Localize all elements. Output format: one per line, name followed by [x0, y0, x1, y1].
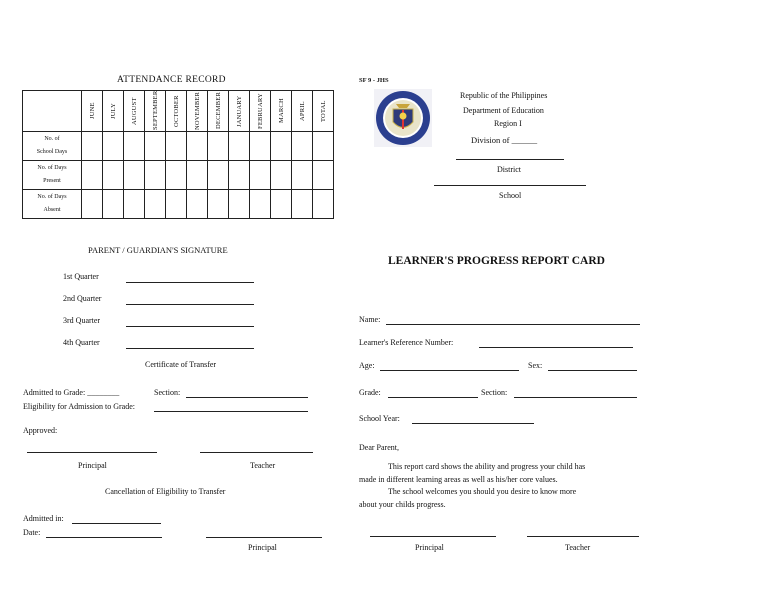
quarter-label: 4th Quarter — [63, 338, 100, 347]
district-label: District — [497, 165, 521, 174]
month-header: NOVEMBER — [193, 91, 201, 130]
section-line[interactable] — [186, 397, 308, 398]
attendance-header-row — [23, 91, 334, 132]
section-label: Section: — [154, 388, 181, 397]
month-header: MARCH — [277, 98, 285, 124]
letter-line: The school welcomes you should you desire to know more — [388, 487, 577, 496]
signature-line[interactable] — [126, 282, 254, 283]
attendance-table — [22, 90, 334, 219]
table-row — [23, 190, 334, 219]
month-header: JULY — [109, 102, 117, 120]
month-header: JUNE — [88, 102, 96, 120]
table-row — [23, 132, 334, 161]
lrn-field[interactable] — [479, 347, 633, 348]
principal-signature-line[interactable] — [370, 536, 496, 537]
letter-line: made in different learning areas as well as his/her core values. — [359, 475, 558, 484]
month-header: FEBRUARY — [256, 93, 264, 129]
date-label: Date: — [23, 528, 41, 537]
parent-signature-title: PARENT / GUARDIAN'S SIGNATURE — [88, 245, 228, 255]
division-text: Division of ______ — [471, 135, 538, 145]
quarter-label: 3rd Quarter — [63, 316, 101, 325]
lrn-label: Learner's Reference Number: — [359, 338, 454, 347]
month-header: APRIL — [298, 101, 306, 121]
eligibility-label: Eligibility for Admission to Grade: — [23, 402, 135, 411]
principal-label: Principal — [415, 543, 444, 552]
quarter-label: 2nd Quarter — [63, 294, 102, 303]
admitted-in-label: Admitted in: — [23, 514, 64, 523]
school-year-field[interactable] — [412, 423, 534, 424]
school-year-label: School Year: — [359, 414, 400, 423]
month-header: SEPTEMBER — [151, 90, 159, 130]
quarter-label: 1st Quarter — [63, 272, 99, 281]
report-card-title: LEARNER'S PROGRESS REPORT CARD — [388, 255, 605, 267]
age-field[interactable] — [380, 370, 519, 371]
republic-text: Republic of the Philippines — [460, 91, 548, 100]
department-text: Department of Education — [463, 106, 544, 115]
section-label: Section: — [481, 388, 508, 397]
teacher-label: Teacher — [565, 543, 591, 552]
school-line[interactable] — [434, 185, 586, 186]
signature-line[interactable] — [126, 304, 254, 305]
school-label: School — [499, 191, 522, 200]
eligibility-line[interactable] — [154, 411, 308, 412]
table-row — [23, 161, 334, 190]
month-header: DECEMBER — [214, 92, 222, 130]
row-label: No. of Days Absent — [23, 190, 82, 219]
age-label: Age: — [359, 361, 375, 370]
row-label: No. of School Days — [23, 132, 82, 161]
month-header: AUGUST — [130, 97, 138, 125]
admitted-grade-label: Admitted to Grade: ________ — [23, 388, 120, 397]
sex-label: Sex: — [528, 361, 543, 370]
principal-signature-line[interactable] — [27, 452, 157, 453]
month-header: JANUARY — [235, 95, 243, 127]
letter-line: This report card shows the ability and progress your child has — [388, 462, 586, 471]
region-text: Region I — [494, 119, 522, 128]
section-field[interactable] — [514, 397, 637, 398]
grade-label: Grade: — [359, 388, 381, 397]
deped-seal-icon — [374, 89, 432, 147]
admitted-in-line[interactable] — [72, 523, 161, 524]
grade-field[interactable] — [388, 397, 478, 398]
date-line[interactable] — [46, 537, 162, 538]
name-label: Name: — [359, 315, 381, 324]
teacher-label: Teacher — [250, 461, 276, 470]
teacher-signature-line[interactable] — [200, 452, 313, 453]
month-header: OCTOBER — [172, 95, 180, 127]
name-field[interactable] — [386, 324, 640, 325]
dear-parent: Dear Parent, — [359, 443, 399, 452]
letter-line: about your childs progress. — [359, 500, 446, 509]
signature-line[interactable] — [126, 326, 254, 327]
principal-signature-line[interactable] — [206, 537, 322, 538]
certificate-of-transfer-title: Certificate of Transfer — [145, 360, 217, 369]
cancellation-title: Cancellation of Eligibility to Transfer — [105, 487, 226, 496]
signature-line[interactable] — [126, 348, 254, 349]
form-code: SF 9 - JHS — [359, 77, 389, 84]
teacher-signature-line[interactable] — [527, 536, 639, 537]
district-line[interactable] — [456, 159, 564, 160]
row-label: No. of Days Present — [23, 161, 82, 190]
month-header: TOTAL — [319, 100, 327, 122]
approved-label: Approved: — [23, 426, 58, 435]
attendance-title: ATTENDANCE RECORD — [117, 75, 226, 85]
principal-label: Principal — [78, 461, 107, 470]
sex-field[interactable] — [548, 370, 637, 371]
principal-label: Principal — [248, 543, 277, 552]
